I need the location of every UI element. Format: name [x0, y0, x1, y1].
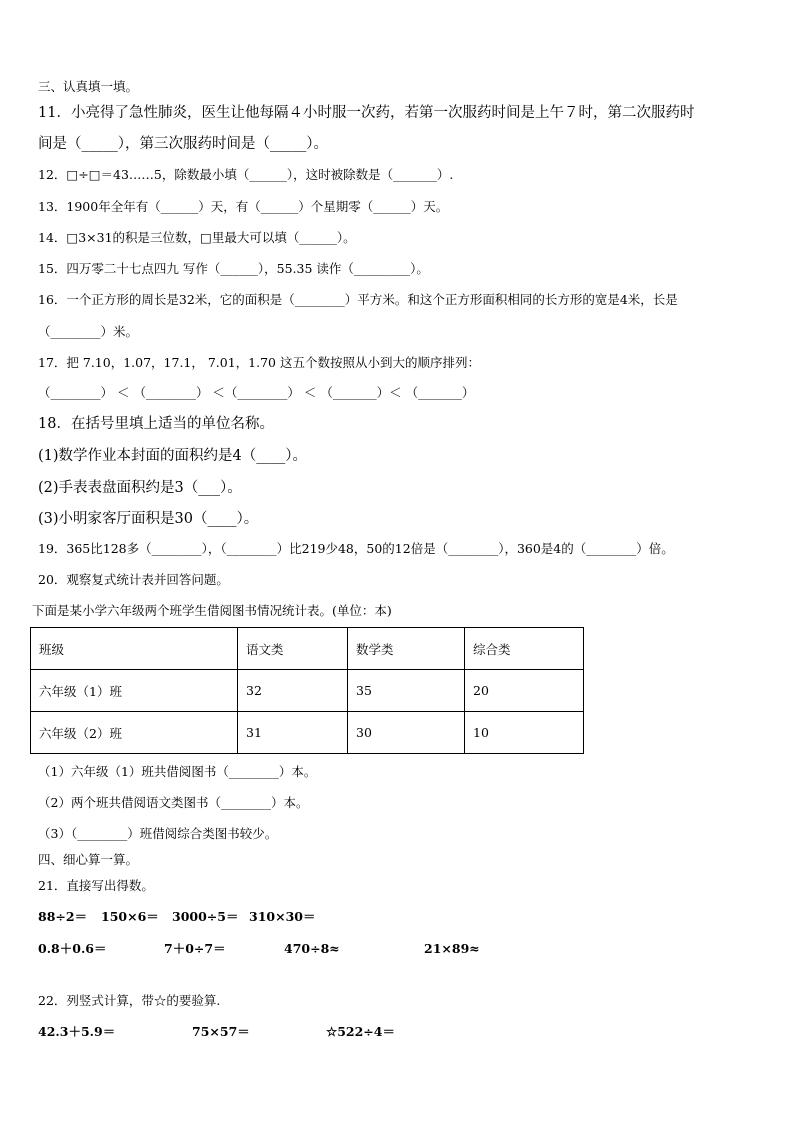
table-cell: 20 — [465, 670, 584, 712]
table-header-row — [31, 628, 584, 670]
calc-item: 88÷2＝ — [38, 909, 88, 924]
question-14: 14．□3×31的积是三位数，□里最大可以填（______）。 — [38, 230, 356, 245]
question-20-intro: 20．观察复式统计表并回答问题。 — [38, 572, 229, 587]
calc-item: ☆522÷4＝ — [326, 1024, 395, 1039]
section-4-heading: 四、细心算一算。 — [38, 852, 139, 867]
table-cell: 32 — [238, 670, 348, 712]
question-16-line-2: （________）米。 — [38, 324, 139, 339]
calc-item: 310×30＝ — [249, 909, 316, 924]
question-18-item-3: (3)小明家客厅面积是30（____）。 — [38, 511, 259, 527]
table-header-cell: 语文类 — [238, 628, 348, 670]
question-20-sub-3: （3）（________）班借阅综合类图书较少。 — [38, 826, 278, 841]
question-16-line-1: 16．一个正方形的周长是32米，它的面积是（________）平方米。和这个正方形面积相同的长方形的宽是4米，长是 — [38, 292, 678, 307]
question-20-sub-2: （2）两个班共借阅语文类图书（________）本。 — [38, 795, 309, 810]
question-18-item-1: (1)数学作业本封面的面积约是4（____）。 — [38, 448, 308, 464]
calc-item: 150×6＝ — [101, 909, 159, 924]
calc-item: 7＋0÷7＝ — [164, 941, 226, 956]
table-caption: 下面是某小学六年级两个班学生借阅图书情况统计表。(单位：本) — [32, 603, 392, 618]
question-11-line-2: 间是（_____），第三次服药时间是（_____）。 — [38, 136, 328, 152]
calc-item: 42.3＋5.9＝ — [38, 1024, 116, 1039]
question-12: 12．□÷□＝43……5，除数最小填（______），这时被除数是（_______）. — [38, 167, 454, 182]
borrowing-statistics-table — [30, 627, 584, 754]
question-17-line-2: （________） ＜ （________） ＜（________） ＜ （_______）＜ （_______） — [38, 385, 475, 400]
table-cell: 六年级（1）班 — [31, 670, 238, 712]
table-cell: 10 — [465, 712, 584, 754]
table-cell: 六年级（2）班 — [31, 712, 238, 754]
table-header-cell: 班级 — [31, 628, 238, 670]
table-header-cell: 数学类 — [348, 628, 465, 670]
question-22-intro: 22．列竖式计算，带☆的要验算. — [38, 993, 221, 1008]
table-header-cell: 综合类 — [465, 628, 584, 670]
table-cell: 35 — [348, 670, 465, 712]
question-17-line-1: 17．把 7.10，1.07，17.1， 7.01，1.70 这五个数按照从小到大的顺序排列： — [38, 355, 480, 370]
section-3-heading: 三、认真填一填。 — [38, 79, 139, 94]
question-11-line-1: 11．小亮得了急性肺炎，医生让他每隔４小时服一次药，若第一次服药时间是上午７时，第二次服药时 — [38, 105, 695, 121]
calc-item: 470÷8≈ — [284, 941, 340, 956]
calc-item: 0.8＋0.6＝ — [38, 941, 107, 956]
calc-item: 21×89≈ — [424, 941, 480, 956]
question-13: 13．1900年全年有（______）天，有（______）个星期零（______）天。 — [38, 199, 449, 214]
question-20-sub-1: （1）六年级（1）班共借阅图书（________）本。 — [38, 764, 317, 779]
calc-item: 75×57＝ — [192, 1024, 250, 1039]
table-row — [31, 670, 584, 712]
calc-item: 3000÷5＝ — [172, 909, 239, 924]
question-15: 15．四万零二十七点四九 写作（______），55.35 读作（_________）。 — [38, 261, 429, 276]
question-18-intro: 18．在括号里填上适当的单位名称。 — [38, 416, 274, 432]
table-cell: 30 — [348, 712, 465, 754]
table-cell: 31 — [238, 712, 348, 754]
question-18-item-2: (2)手表表盘面积约是3（___）。 — [38, 480, 242, 496]
question-19: 19．365比128多（________），（________）比219少48，50的12倍是（________），360是4的（________）倍。 — [38, 541, 674, 556]
question-21-intro: 21．直接写出得数。 — [38, 878, 154, 893]
table-row — [31, 712, 584, 754]
